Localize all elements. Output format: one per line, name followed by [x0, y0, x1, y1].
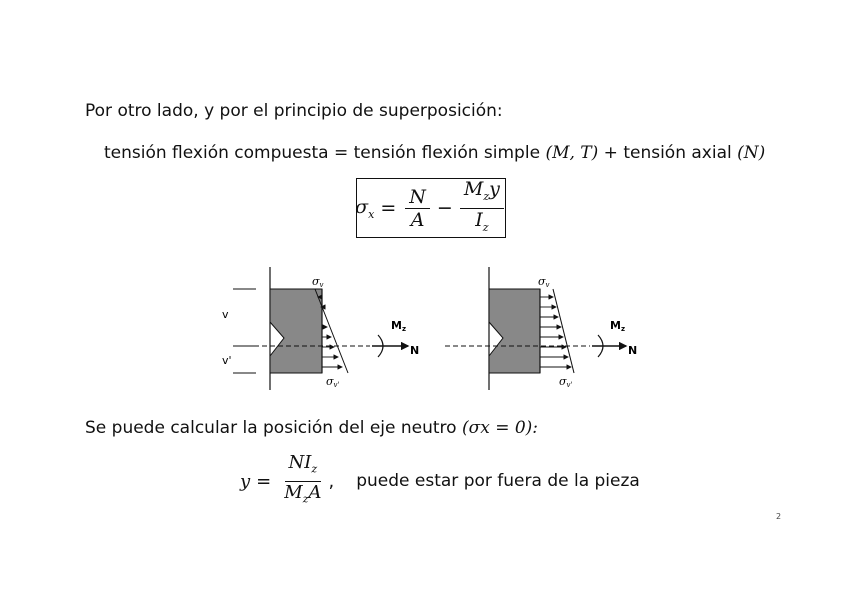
neutral-axis-condition: (σx = 0):: [461, 418, 539, 438]
right-sigma-bottom: σv': [559, 375, 573, 389]
superposition-rhs2: tensión axial: [623, 143, 732, 163]
formula-lhs: $\sigma_x$: [355, 195, 375, 221]
right-sigma-top: σv: [538, 275, 550, 289]
superposition-rhs1: tensión flexión simple: [353, 143, 541, 163]
formula-fraction-axial: $\frac{N}{A}$: [405, 186, 430, 231]
neutral-comment: puede estar por fuera de la pieza: [356, 471, 640, 492]
neutral-axis-line: Se puede calcular la posición del eje neutro (σx = 0):: [85, 418, 539, 438]
left-sigma-bottom: σv': [326, 375, 340, 389]
superposition-args1: (M, T): [545, 143, 599, 163]
neutral-lhs: y: [240, 470, 251, 492]
formula-eq: =: [380, 197, 397, 219]
superposition-eq: =: [333, 143, 349, 163]
left-axial-label: N: [410, 344, 420, 357]
right-axial-label: N: [628, 344, 638, 357]
neutral-axis-formula: [240, 452, 640, 510]
left-diagram: [222, 267, 419, 390]
superposition-plus: +: [603, 143, 618, 163]
formula-minus: −: [436, 197, 453, 219]
left-sigma-top: σv: [312, 275, 324, 289]
right-diagram: [445, 267, 637, 390]
page-number: 2: [776, 512, 782, 521]
neutral-eq: =: [256, 470, 272, 492]
label-v: v: [222, 308, 229, 321]
neutral-comma: ,: [328, 470, 335, 492]
label-v-prime: v': [222, 354, 232, 367]
left-moment-label: Mz: [391, 319, 407, 333]
superposition-args2: (N): [737, 143, 766, 163]
right-moment-label: Mz: [610, 319, 626, 333]
intro-line: Por otro lado, y por el principio de superposición:: [85, 101, 503, 121]
superposition-lhs: tensión flexión compuesta: [104, 143, 329, 163]
formula-fraction-bending: $\frac{M_zy}{I_z}$: [460, 178, 504, 239]
neutral-fraction: $\frac{NI_z}{M_zA}$: [284, 452, 322, 506]
